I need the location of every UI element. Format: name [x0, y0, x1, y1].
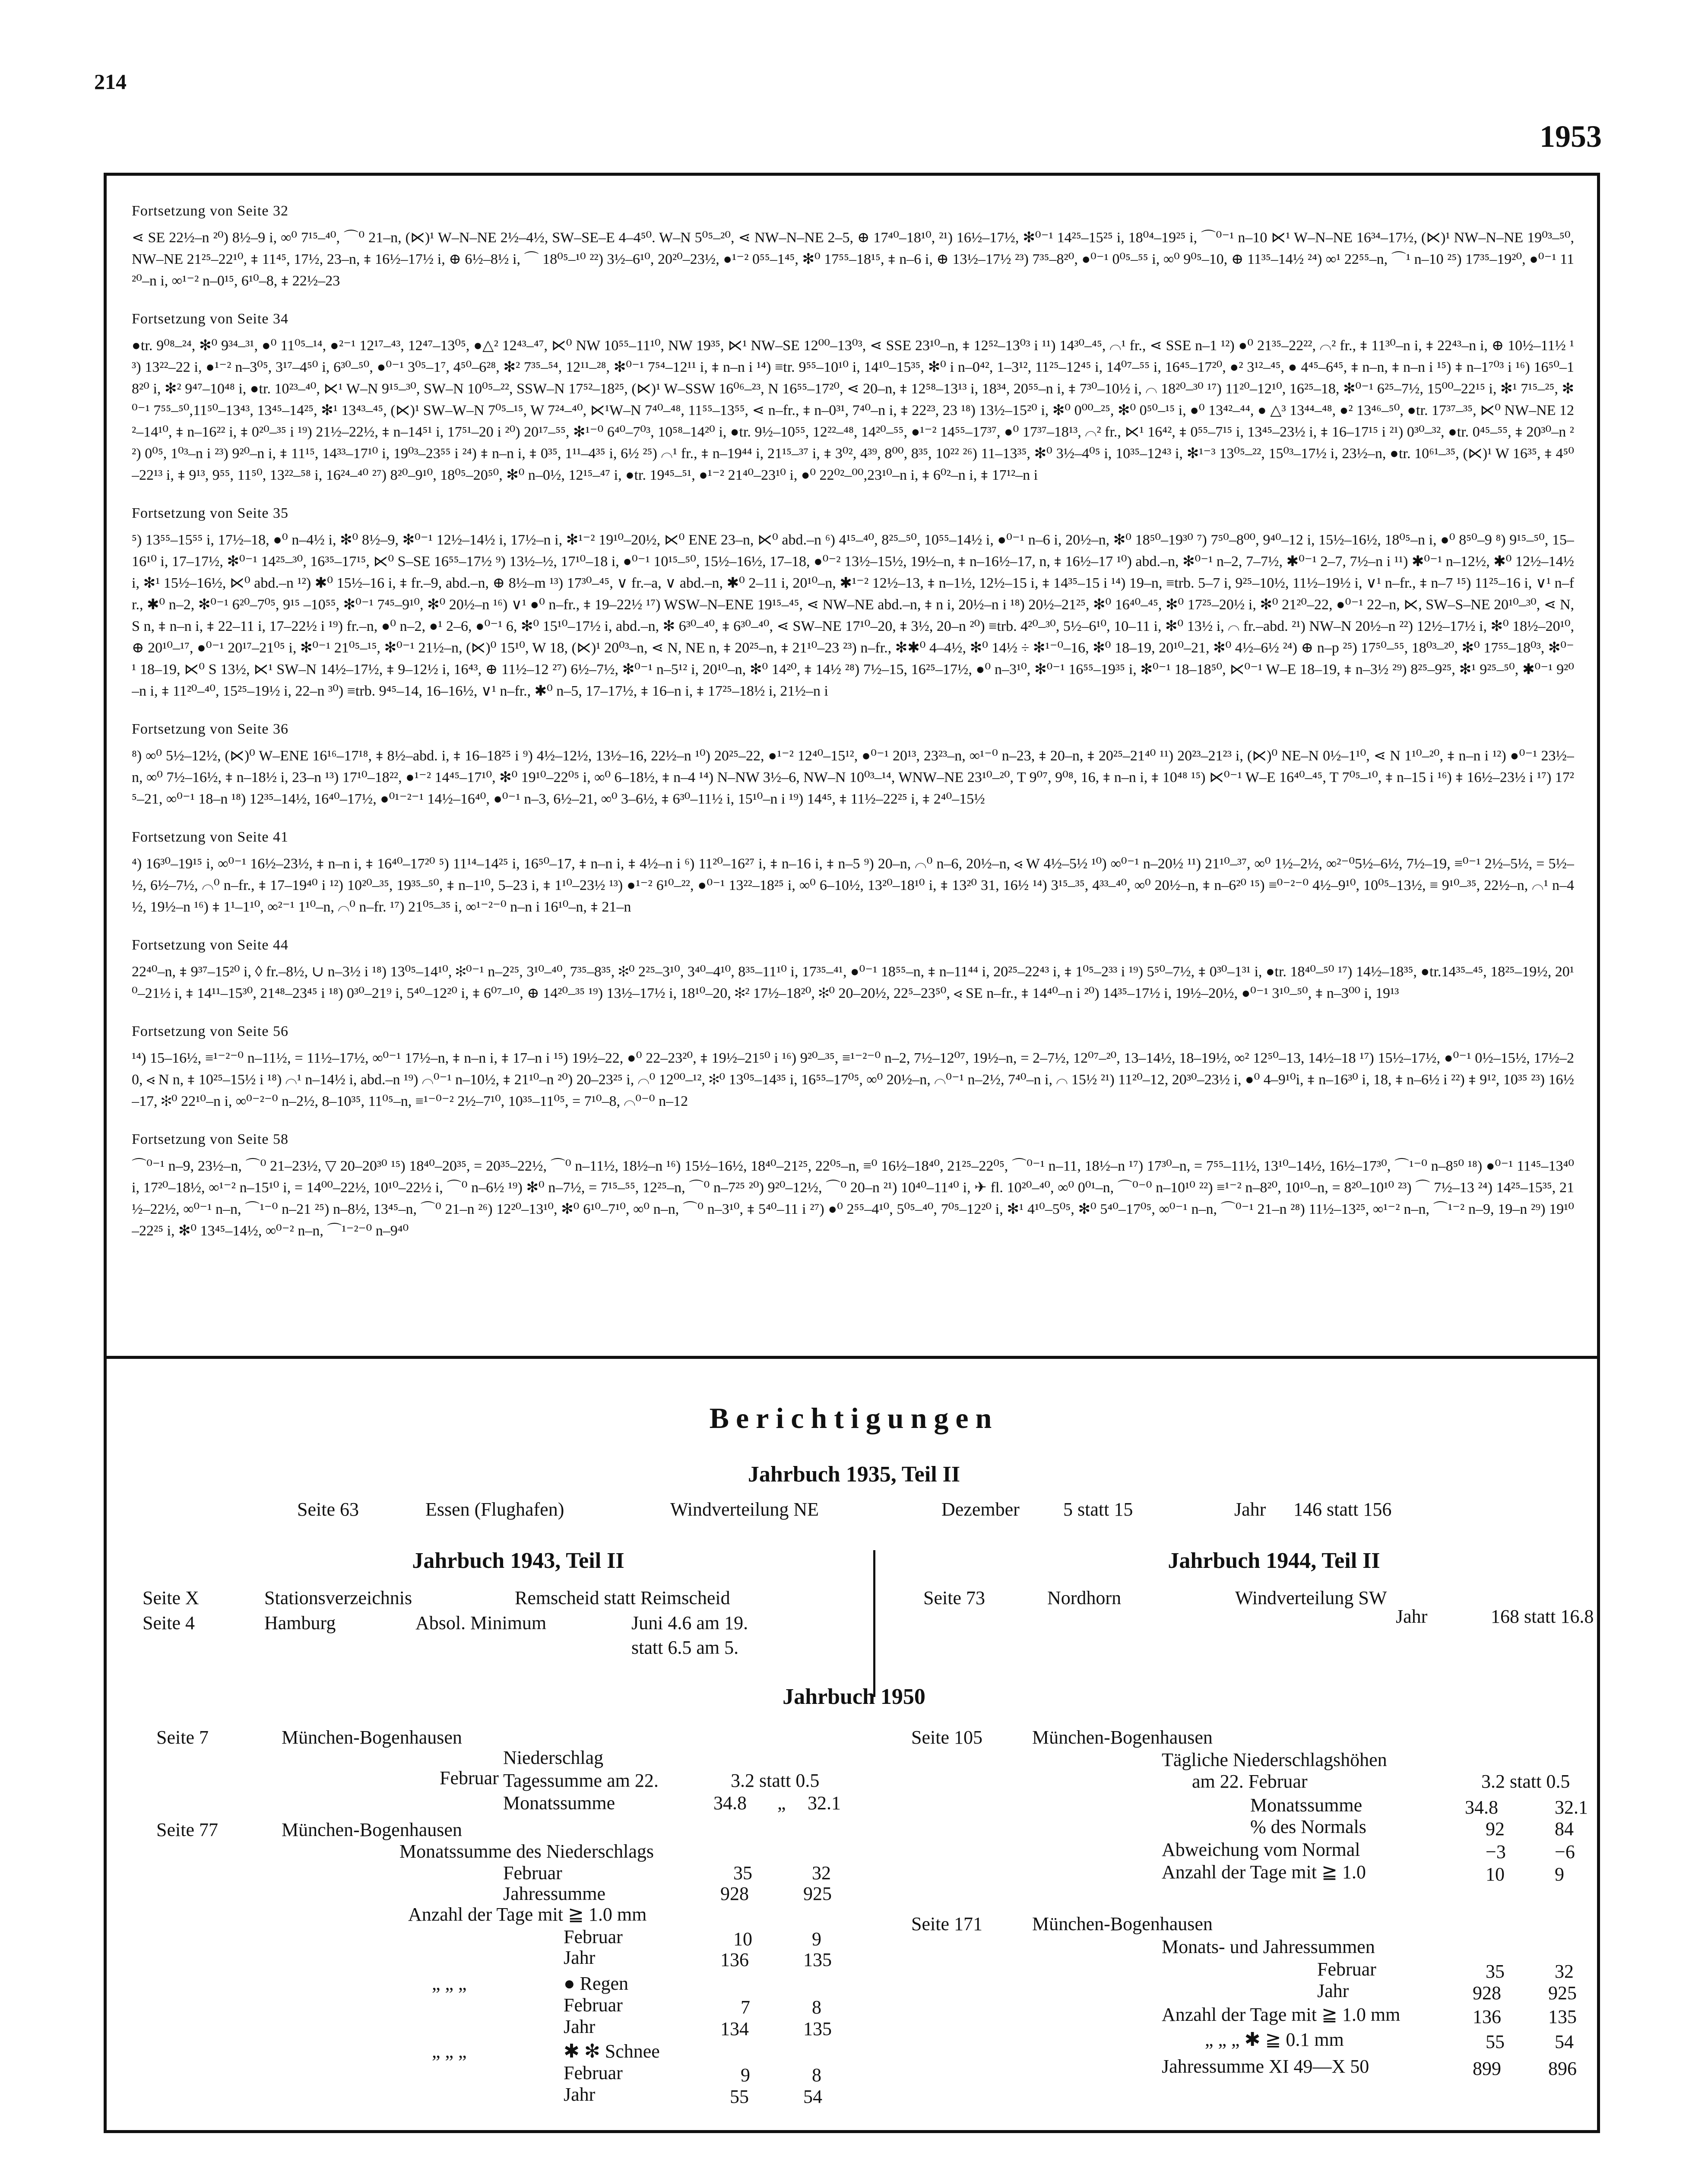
section-heading: Fortsetzung von Seite 58 — [132, 1131, 289, 1147]
section-text: ¹⁴) 15–16½, ≡¹⁻²⁻⁰ n–11½, = 11½–17½, ∞⁰⁻¹ 17½–n, ⧧ n–n i, ⧧ 17–n i ¹⁵) 19½–22, ●⁰ 22–23²⁰, ⧧ 19½–21⁵⁰ i ¹⁶) 9²⁰–³⁵, ≡¹⁻²⁻⁰ n–2, 7½–12⁰⁷, 19½–n, = 2–7½, 12⁰⁷–²⁰, 13–14½, 18–19½, ∞² 12⁵⁰–13, 14½–18 ¹⁷) 15½–17½, ●⁰⁻¹ 0½–15½, 17½–20, ⋖ N n, ⧧ 10²⁵–15½ i ¹⁸) ⌒¹ n–14½ i, abd.–n ¹⁹) ⌒⁰⁻¹ n–10½, ⧧ 21¹⁰–n ²⁰) 20–23²⁵ i, ⌒⁰ 12⁰⁰–¹², ✻⁰ 13⁰⁵–14³⁵ i, 16⁵⁵–17⁰⁵, ∞⁰ 20½–n, ⌒⁰⁻¹ n–2½, 7⁴⁰–n i, ⌒ 15½ ²¹) 11²⁰–12, 20³⁰–23½ i, ●⁰ 4–9¹⁰i, ⧧ n–16³⁰ i, 18, ⧧ n–6½ i ²²) ⧧ 9¹², 10³⁵ ²³) 16½–17, ✻⁰ 22¹⁰–n i, ∞⁰⁻²⁻⁰ n–2½, 8–10³⁵, 11⁰⁵–n, ≡¹⁻⁰⁻² 2½–7¹⁰, 10³⁵–11⁰⁵, = 7¹⁰–8, ⌒⁰⁻⁰ n–12 — [132, 1050, 1574, 1109]
section-text: 22⁴⁰–n, ⧧ 9³⁷–15²⁰ i, ◊ fr.–8½, ∪ n–3½ i ¹⁸) 13⁰⁵–14¹⁰, ✻⁰⁻¹ n–2²⁵, 3¹⁰–⁴⁰, 7³⁵–8³⁵, ✻⁰ 2²⁵–3¹⁰, 3⁴⁰–4¹⁰, 8³⁵–11¹⁰ i, 17³⁵–⁴¹, ●⁰⁻¹ 18⁵⁵–n, ⧧ n–11⁴⁴ i, 20²⁵–22⁴³ i, ⧧ 1⁰⁵–2³³ i ¹⁹) 5⁵⁰–7½, ⧧ 0³⁰–1³¹ i, ●tr. 18⁴⁰–⁵⁰ ¹⁷) 14½–18³⁵, ●tr.14³⁵–⁴⁵, 18²⁵–19½, 20¹⁰–21½ i, ⧧ 14¹¹–15³⁰, 21⁴⁸–23⁴⁵ i ¹⁸) 0³⁰–21⁹ i, 5⁴⁰–12²⁰ i, ⧧ 6⁰⁷–¹⁰, ⊕ 14²⁰–³⁵ ¹⁹) 13½–17½ i, 18¹⁰–20, ✻² 17½–18²⁰, ✻⁰ 20–20½, 22⁵–23⁵⁰, ⋖ SE n–fr., ⧧ 14⁴⁰–n i ²⁰) 14³⁵–17½ i, 19½–20½, ●⁰⁻¹ 3¹⁰–⁵⁰, ⧧ n–3⁰⁰ i, 19¹³ — [132, 964, 1574, 1001]
jb1950-s77-februar-v2: 32 — [812, 1862, 831, 1884]
continuation-notes — [132, 203, 1574, 1343]
jb1950-s77-jahr2: Jahr — [564, 1947, 596, 1968]
section-heading: Fortsetzung von Seite 41 — [132, 829, 289, 845]
continuation-section — [132, 1131, 1574, 1242]
jb1935-corr1: 5 statt 15 — [1063, 1499, 1133, 1520]
page-year: 1953 — [1540, 119, 1602, 154]
jb1935-corr2: 146 statt 156 — [1293, 1499, 1392, 1520]
jb1950-s7-tages-v: 3.2 statt 0.5 — [731, 1770, 820, 1791]
jb1950-s171-anz: Anzahl der Tage mit ≧ 1.0 mm — [1162, 2004, 1401, 2025]
jb1943-r1-b: Remscheid statt Reimscheid — [515, 1587, 730, 1608]
jb1950-s7-monats-v1: 34.8 — [713, 1792, 747, 1814]
jb1950-s171-jahr-v1: 928 — [1473, 1982, 1501, 2004]
jb1950-s105-anz: Anzahl der Tage mit ≧ 1.0 — [1162, 1861, 1366, 1883]
section-heading: Fortsetzung von Seite 56 — [132, 1023, 289, 1039]
jb1950-s105-monats-v2: 32.1 — [1555, 1797, 1588, 1818]
jb1935-jahr: Jahr — [1234, 1499, 1266, 1520]
section-heading: Fortsetzung von Seite 32 — [132, 203, 289, 219]
jb1950-s77-jahr3: Jahr — [564, 2016, 596, 2037]
jb1950-s7-station: München-Bogenhausen — [282, 1727, 462, 1748]
jb1950-s77-jahr4-v1: 55 — [730, 2086, 749, 2107]
section-heading: Fortsetzung von Seite 35 — [132, 505, 289, 521]
jb1950-s171-anz-v1: 136 — [1473, 2006, 1501, 2027]
jb1950-s7-monats-q: „ — [777, 1792, 786, 1814]
jb1950-s105-proz-v1: 92 — [1486, 1818, 1505, 1839]
jb1950-s105-am22-v: 3.2 statt 0.5 — [1481, 1771, 1570, 1792]
jb1950-s77-februar-v1: 35 — [733, 1862, 752, 1884]
jb1950-s105-abw: Abweichung vom Normal — [1162, 1839, 1360, 1860]
jb1950-s77-jahr3-v2: 135 — [803, 2018, 832, 2039]
jb1944-item: Windverteilung SW — [1235, 1587, 1387, 1608]
jb1950-s7-februar: Februar — [440, 1767, 499, 1789]
jb1950-s105-abw-v1: −3 — [1486, 1841, 1506, 1862]
section-text: ⁴) 16³⁰–19¹⁵ i, ∞⁰⁻¹ 16½–23½, ⧧ n–n i, ⧧ 16⁴⁰–17²⁰ ⁵) 11¹⁴–14²⁵ i, 16⁵⁰–17, ⧧ n–n i, ⧧ 4½–n i ⁶) 11²⁰–16²⁷ i, ⧧ n–16 i, ⧧ n–5 ⁹) 20–n, ⌒⁰ n–6, 20½–n, ⋖ W 4½–5½ ¹⁰) ∞⁰⁻¹ n–20½ ¹¹) 21¹⁰–³⁷, ∞⁰ 1½–2½, ∞²⁻⁰5½–6½, 7½–19, ≡⁰⁻¹ 2½–5½, = 5½–½, 6½–7½, ⌒⁰ n–fr., ⧧ 17–19⁴⁰ i ¹²) 10²⁰–³⁵, 19³⁵–⁵⁰, ⧧ n–1¹⁰, 5–23 i, ⧧ 1¹⁰–23½ ¹³) ●¹⁻² 6¹⁰–²², ●⁰⁻¹ 13²²–18²⁵ i, ∞⁰ 6–10½, 13²⁰–18¹⁰ i, ⧧ 13²⁰ 31, 16½ ¹⁴) 3¹⁵–³⁵, 4³³–⁴⁰, ∞⁰ 20½–n, ⧧ n–6²⁰ ¹⁵) ≡⁰⁻²⁻⁰ 4½–9¹⁰, 10⁰⁵–13½, ≡ 9¹⁰–³⁵, 22½–n, ⌒¹ n–4½, 19½–n ¹⁶) ⧧ 1¹–1¹⁰, ∞²⁻¹ 1¹⁰–n, ⌒⁰ n–fr. ¹⁷) 21⁰⁵–³⁵ i, ∞¹⁻²⁻⁰ n–n i 16¹⁰–n, ⧧ 21–n — [132, 856, 1574, 915]
page-number: 214 — [94, 70, 127, 94]
jb1950-s171-js: Jahressumme XI 49—X 50 — [1162, 2056, 1369, 2077]
jb1950-s171-mj: Monats- und Jahressummen — [1162, 1936, 1375, 1957]
jb1935-month: Dezember — [941, 1499, 1020, 1520]
jb1943-title: Jahrbuch 1943, Teil II — [412, 1548, 624, 1573]
jb1950-s77-q2: „ „ „ — [432, 2041, 467, 2062]
jb1950-s105-station: München-Bogenhausen — [1032, 1727, 1213, 1748]
jb1950-s171-js-v1: 899 — [1473, 2058, 1501, 2079]
jb1950-s77-jahr3-v1: 134 — [720, 2018, 749, 2039]
jb1944-seite: Seite 73 — [923, 1587, 985, 1608]
jb1950-s105-monats: Monatssumme — [1250, 1795, 1363, 1816]
section-heading: Fortsetzung von Seite 36 — [132, 721, 289, 737]
jb1950-s77-feb2-v1: 10 — [733, 1928, 752, 1950]
jb1950-s77-feb2-v2: 9 — [812, 1928, 821, 1950]
jb1950-s77-feb4: Februar — [564, 2062, 623, 2083]
jb1950-s171-jahr: Jahr — [1317, 1980, 1349, 2001]
jb1950-s105: Seite 105 — [911, 1727, 982, 1748]
jb1950-s171-station: München-Bogenhausen — [1032, 1913, 1213, 1934]
jb1950-s105-proz-v2: 84 — [1555, 1818, 1574, 1839]
column-divider — [873, 1550, 875, 1697]
continuation-section — [132, 829, 1574, 918]
jb1950-s77-jahres-v2: 925 — [803, 1883, 832, 1904]
jb1950-s77-q1: „ „ „ — [432, 1973, 467, 1994]
jb1950-s7-niederschlag: Niederschlag — [503, 1747, 604, 1768]
jb1950-s7-tages: Tagessumme am 22. — [503, 1770, 659, 1791]
jb1950-s77-jahr2-v2: 135 — [803, 1949, 832, 1970]
jb1935-seite: Seite 63 — [297, 1499, 359, 1520]
jb1950-s105-proz: % des Normals — [1250, 1816, 1366, 1837]
jb1950-s171-anz-v2: 135 — [1548, 2006, 1577, 2027]
jb1950-s77-monats: Monatssumme des Niederschlags — [399, 1841, 654, 1862]
jb1950-s77-station: München-Bogenhausen — [282, 1819, 462, 1840]
jb1950-s105-taegl: Tägliche Niederschlagshöhen — [1162, 1749, 1387, 1770]
jb1950-s105-abw-v2: −6 — [1555, 1841, 1575, 1862]
jb1950-s171-q-v1: 55 — [1486, 2031, 1505, 2052]
jb1943-r2-c: Juni 4.6 am 19. — [631, 1612, 748, 1633]
jb1943-r2-b: Absol. Minimum — [415, 1612, 547, 1633]
jb1950-s171: Seite 171 — [911, 1913, 982, 1934]
jb1950-s105-am22: am 22. Februar — [1192, 1771, 1308, 1792]
jb1950-s7-monats-v2: 32.1 — [808, 1792, 841, 1814]
jb1950-s77-februar: Februar — [503, 1862, 562, 1884]
continuation-section — [132, 505, 1574, 702]
jb1950-s77-jahres-v1: 928 — [720, 1883, 749, 1904]
section-text: ⌒⁰⁻¹ n–9, 23½–n, ⌒⁰ 21–23½, ▽ 20–20³⁰ ¹⁵) 18⁴⁰–20³⁵, = 20³⁵–22½, ⌒⁰ n–11½, 18½–n ¹⁶) 15½–16½, 18⁴⁰–21²⁵, 22⁰⁵–n, ≡⁰ 16½–18⁴⁰, 21²⁵–22⁰⁵, ⌒⁰⁻¹ n–11, 18½–n ¹⁷) 17³⁰–n, = 7⁵⁵–11½, 13¹⁰–14½, 16½–17³⁰, ⌒¹⁻⁰ n–8⁵⁰ ¹⁸) ●⁰⁻¹ 11⁴⁵–13⁴⁰ i, 17²⁰–18½, ∞¹⁻² n–15¹⁰ i, = 14⁰⁰–22½, 10¹⁰–22½ i, ⌒⁰ n–6½ ¹⁹) ✻⁰ n–7½, = 7¹⁵–⁵⁵, 12²⁵–n, ⌒⁰ n–7²⁵ ²⁰) 9²⁰–12½, ⌒⁰ 20–n ²¹) 10⁴⁰–11⁴⁰ i, ✈ fl. 10²⁰–⁴⁰, ∞⁰ 0⁰¹–n, ⌒⁰⁻⁰ n–10¹⁰ ²²) ≡¹⁻² n–8²⁰, 10¹⁰–n, = 8²⁰–10¹⁰ ²³) ⌒ 7½–13 ²⁴) 14²⁵–15³⁵, 21½–22½, ∞⁰⁻¹ n–n, ⌒¹⁻⁰ n–21 ²⁵) n–8½, 13⁴⁵–n, ⌒⁰ 21–n ²⁶) 12²⁰–13¹⁰, ✻⁰ 6¹⁰–7¹⁰, ∞⁰ n–n, ⌒⁰ n–3¹⁰, ⧧ 5⁴⁰–11 i ²⁷) ●⁰ 2⁵⁵–4¹⁰, 5⁰⁵–⁴⁰, 7⁰⁵–12²⁰ i, ✻¹ 4¹⁰–5⁰⁵, ✻⁰ 5⁴⁰–17⁰⁵, ∞⁰⁻¹ n–n, ⌒⁰⁻¹ 21–n ²⁸) 11½–13²⁵, ∞¹⁻² n–n, ⌒¹⁻² n–9, 19–n ²⁹) 19¹⁰–22²⁵ i, ✻⁰ 13⁴⁵–14½, ∞⁰⁻² n–n, ⌒¹⁻²⁻⁰ n–9⁴⁰ — [132, 1158, 1574, 1239]
jb1935-station: Essen (Flughafen) — [425, 1499, 564, 1520]
jb1943-r2-seite: Seite 4 — [143, 1612, 195, 1633]
continuation-section — [132, 203, 1574, 292]
jb1950-s77: Seite 77 — [156, 1819, 218, 1840]
jb1950-s77-regen: ● Regen — [564, 1973, 628, 1994]
continuation-section — [132, 721, 1574, 810]
section-text: ⁸) ∞⁰ 5½–12½, (⋉)⁰ W–ENE 16¹⁶–17¹⁸, ⧧ 8½–abd. i, ⧧ 16–18²⁵ i ⁹) 4½–12½, 13½–16, 22½–n ¹⁰) 20²⁵–22, ●¹⁻² 12⁴⁰–15¹², ●⁰⁻¹ 20¹³, 23²³–n, ∞¹⁻⁰ n–23, ⧧ 20–n, ⧧ 20²⁵–21⁴⁰ ¹¹) 20²³–21²³ i, (⋉)⁰ NE–N 0½–1¹⁰, ⋖ N 1¹⁰–²⁰, ⧧ n–n i ¹²) ●⁰⁻¹ 23½–n, ∞⁰ 7½–16½, ⧧ n–18½ i, 23–n ¹³) 17¹⁰–18²², ●¹⁻² 14⁴⁵–17¹⁰, ✻⁰ 19¹⁰–22⁰⁵ i, ∞⁰ 6–18½, ⧧ n–4 ¹⁴) N–NW 3½–6, NW–N 10⁰³–¹⁴, WNW–NE 23¹⁰–²⁰, T 9⁰⁷, 9⁰⁸, 16, ⧧ n–n i, ⧧ 10⁴⁸ ¹⁵) ⋉⁰⁻¹ W–E 16⁴⁰–⁴⁵, T 7⁰⁵–¹⁰, ⧧ n–15 i ¹⁶) ⧧ 16½–23½ i ¹⁷) 17²⁵–21, ∞⁰⁻¹ 18–n ¹⁸) 12³⁵–14½, 16⁴⁰–17½, ●⁰¹⁻²⁻¹ 14½–16⁴⁰, ●⁰⁻¹ n–3, 6½–21, ∞⁰ 3–6½, ⧧ 6³⁰–11½ i, 15¹⁰–n i ¹⁹) 14⁴⁵, ⧧ 11½–22²⁵ i, ⧧ 2⁴⁰–15½ — [132, 748, 1574, 807]
jb1944-station: Nordhorn — [1047, 1587, 1122, 1608]
jb1950-s77-feb3-v1: 7 — [741, 1997, 750, 2018]
jb1950-s77-feb2: Februar — [564, 1926, 623, 1947]
jb1950-s77-jahr4-v2: 54 — [803, 2086, 822, 2107]
jb1943-r2-d: statt 6.5 am 5. — [631, 1637, 739, 1658]
jb1943-r2-a: Hamburg — [264, 1612, 336, 1633]
jb1950-s77-jahr2-v1: 136 — [720, 1949, 749, 1970]
jb1944-title: Jahrbuch 1944, Teil II — [1168, 1548, 1380, 1573]
jb1950-s105-monats-v1: 34.8 — [1465, 1797, 1498, 1818]
jb1950-s77-feb4-v2: 8 — [812, 2064, 821, 2086]
jb1950-s171-feb-v1: 35 — [1486, 1961, 1505, 1982]
jb1950-s77-jahres: Jahressumme — [503, 1883, 606, 1904]
jb1950-s105-anz-v1: 10 — [1486, 1864, 1505, 1885]
jb1944-jahr: Jahr — [1396, 1606, 1428, 1627]
jb1950-s171-jahr-v2: 925 — [1548, 1982, 1577, 2004]
section-heading: Fortsetzung von Seite 34 — [132, 311, 289, 327]
jb1935-title: Jahrbuch 1935, Teil II — [748, 1462, 960, 1487]
jb1950-s171-q-v2: 54 — [1555, 2031, 1574, 2052]
jb1950-s171-q: „ „ „ ✱ ≧ 0.1 mm — [1205, 2029, 1344, 2050]
section-text: ●tr. 9⁰⁸–²⁴, ✻⁰ 9³⁴–³¹, ●⁰ 11⁰⁵–¹⁴, ●²⁻¹ 12¹⁷–⁴³, 12⁴⁷–13⁰⁵, ●△² 12⁴³–⁴⁷, ⋉⁰ NW 10⁵⁵–11¹⁰, NW 19³⁵, ⋉¹ NW–SE 12⁰⁰–13⁰³, ⋖ SSE 23¹⁰–n, ⧧ 12⁵²–13⁰³ i ¹¹) 14³⁰–⁴⁵, ⌒¹ fr., ⋖ SSE n–1 ¹²) ●⁰ 21³⁵–22²², ⌒² fr., ⧧ 11³⁰–n i, ⧧ 22⁴³–n i, ⊕ 10½–11½ ¹³) 13²²–22 i, ●¹⁻² n–3⁰⁵, 3¹⁷–4⁵⁰ i, 6³⁰–⁵⁰, ●⁰⁻¹ 3⁰⁵–1⁷, 4⁵⁰–6²⁸, ✻² 7³⁵–⁵⁴, 12¹¹–²⁸, ✻⁰⁻¹ 7⁵⁴–12¹¹ i, ⧧ n–n i ¹⁴) ≡tr. 9⁵⁵–10¹⁰ i, 14¹⁰–15³⁵, ✻⁰ i n–0⁴², 1–3¹², 11²⁵–12⁴⁵ i, 14⁰⁷–⁵⁵ i, 16⁴⁵–17²⁰, ●² 3¹²–⁴⁵, ● 4⁴⁵–6⁴⁵, ⧧ n–n, ⧧ n–n i ¹⁵) ⧧ n–1⁷⁰³ i ¹⁶) 16⁵⁰–18²⁰ i, ✻² 9⁴⁷–10⁴⁸ i, ●tr. 10²³–⁴⁰, ⋉¹ W–N 9¹⁵–³⁰, SW–N 10⁰⁵–²², SSW–N 17⁵²–18²⁵, (⋉)¹ W–SSW 16⁰⁶–²³, N 16⁵⁵–17²⁰, ⋖ 20–n, ⧧ 12⁵⁸–13¹³ i, 18³⁴, 20⁵⁵–n i, ⧧ 7³⁰–10½ i, ⌒ 18²⁰–³⁰ ¹⁷) 11²⁰–12¹⁰, 16²⁵–18, ✻⁰⁻¹ 6²⁵–7½, 15⁰⁰–22¹⁵ i, ✻¹ 7¹⁵–²⁵, ✻⁰⁻¹ 7⁵⁵–⁵⁰,11⁵⁰–13⁴³, 13⁴⁵–14²⁵, ✻¹ 13⁴³–⁴⁵, (⋉)¹ SW–W–N 7⁰⁵–¹⁵, W 7²⁴–⁴⁰, ⋉¹W–N 7⁴⁰–⁴⁸, 11⁵⁵–13⁵⁵, ⋖ n–fr., ⧧ n–0³¹, 7⁴⁰–n i, ⧧ 22²³, 23 ¹⁸) 13½–15²⁰ i, ✻⁰ 0⁰⁰–²⁵, ✻⁰ 0⁵⁰–¹⁵ i, ●⁰ 13⁴²–⁴⁴, ● △³ 13⁴⁴–⁴⁸, ●² 13⁴⁶–⁵⁰, ●tr. 17³⁷–³⁵, ⋉⁰ NW–NE 12²–14¹⁰, ⧧ n–16²² i, ⧧ 0²⁰–³⁵ i ¹⁹) 21½–22½, ⧧ n–14⁵¹ i, 17⁵¹–20 i ²⁰) 20¹⁷–⁵⁵, ✻¹⁻⁰ 6⁴⁰–7⁰³, 10⁵⁸–14²⁰ i, ●tr. 9½–10⁵⁵, 12²²–⁴⁸, 14²⁰–⁵⁵, ●¹⁻² 14⁵⁵–17³⁷, ●⁰ 17³⁷–18¹³, ⌒² fr., ⋉¹ 16⁴², ⧧ 0⁵⁵–7¹⁵ i, 13⁴⁵–23½ i, ⧧ 16–17¹⁵ i ²¹) 0³⁰–³², ●tr. 0⁴⁵–⁵⁵, ⧧ 20³⁰–n ²²) 0⁰⁵, 1⁰³–n i ²³) 9²⁰–n i, ⧧ 11¹⁵, 14³³–17¹⁰ i, 19⁰³–23⁵⁵ i ²⁴) ⧧ n–n i, ⧧ 0³⁵, 1¹¹–4³⁵ i, 6½ ²⁵) ⌒¹ fr., ⧧ n–19⁴⁴ i, 21¹⁵–³⁷ i, ⧧ 3⁰², 4³⁹, 8⁰⁰, 8³⁵, 10²² ²⁶) 11–13³⁵, ✻⁰ 3½–4⁰⁵ i, 10³⁵–12⁴³ i, ✻¹⁻³ 13⁰⁵–²², 15⁰³–17½ i, 23½–n, ●tr. 10⁶¹–³⁵, (⋉)¹ W 16³⁵, ⧧ 4⁵⁰–22¹³ i, ⧧ 9¹³, 9⁵⁵, 11⁵⁰, 13²²–⁵⁸ i, 16²⁴–⁴⁰ ²⁷) 8²⁰–9¹⁰, 18⁰⁵–20⁵⁰, ✻⁰ n–0½, 12¹⁵–⁴⁷ i, ●tr. 19⁴⁵–⁵¹, ●¹⁻² 21⁴⁰–23¹⁰ i, ●⁰ 22⁰²–⁰⁰,23¹⁰–n i, ⧧ 6⁰²–n i, ⧧ 17¹²–n i — [132, 338, 1574, 483]
jb1950-s171-js-v2: 896 — [1548, 2058, 1577, 2079]
jb1950-s77-feb3: Februar — [564, 1994, 623, 2016]
jb1944-corr: 168 statt 16.8 — [1491, 1606, 1594, 1627]
section-text: ⁵) 13⁵⁵–15⁵⁵ i, 17½–18, ●⁰ n–4½ i, ✻⁰ 8½–9, ✻⁰⁻¹ 12½–14½ i, 17½–n i, ✻¹⁻² 19¹⁰–20½, ⋉⁰ ENE 23–n, ⋉⁰ abd.–n ⁶) 4¹⁵–⁴⁰, 8²⁵–⁵⁰, 10⁵⁵–14½ i, ●⁰⁻¹ n–6 i, 20½–n, ✻⁰ 18⁵⁰–19³⁰ ⁷) 7⁵⁰–8⁰⁰, 9⁴⁰–12 i, 15½–16½, 18⁰⁵–n i, ●⁰ 8⁵⁰–9 ⁸) 9¹⁵–⁵⁰, 15–16¹⁰ i, 17–17½, ✻⁰⁻¹ 14²⁵–³⁰, 16³⁵–17¹⁵, ⋉⁰ S–SE 16⁵⁵–17½ ⁹) 13½–½, 17¹⁰–18 i, ●⁰⁻¹ 10¹⁵–⁵⁰, 15½–16½, 17–18, ●⁰⁻² 13½–15½, 19½–n, ⧧ n–16½–17, n, ⧧ 16½–17 ¹⁰) abd.–n, ✻⁰⁻¹ n–2, 7–7½, ✱⁰⁻¹ 2–7, 7½–n i ¹¹) ✱⁰⁻¹ n–12½, ✱⁰ 12½–14½ i, ✻¹ 15½–16½, ⋉⁰ abd.–n ¹²) ✱⁰ 15½–16 i, ⧧ fr.–9, abd.–n, ⊕ 8½–m ¹³) 17³⁰–⁴⁵, ∨ fr.–a, ∨ abd.–n, ✱⁰ 2–11 i, 20¹⁰–n, ✱¹⁻² 12½–13, ⧧ n–1½, 12½–15 i, ⧧ 14³⁵–15 i ¹⁴) 19–n, ≡trb. 5–7 i, 9²⁵–10½, 11½–19½ i, ∨¹ n–fr., ⧧ n–7 ¹⁵) 11²⁵–16 i, ∨¹ n–fr., ✱⁰ n–2, ✻⁰⁻¹ 6²⁰–7⁰⁵, 9¹⁵ –10⁵⁵, ✻⁰⁻¹ 7⁴⁵–9¹⁰, ✻⁰ 20½–n ¹⁶) ∨¹ ●⁰ n–fr., ⧧ 19–22½ ¹⁷) WSW–N–ENE 19¹⁵–⁴⁵, ⋖ NW–NE abd.–n, ⧧ n i, 20½–n i ¹⁸) 20½–21²⁵, ✻⁰ 16⁴⁰–⁴⁵, ✻⁰ 17²⁵–20½ i, ✻⁰ 21²⁰–22, ●⁰⁻¹ 22–n, ⋉, SW–S–NE 20¹⁰–³⁰, ⋖ N, S n, ⧧ n–n i, ⧧ 22–11 i, 17–22½ i ¹⁹) fr.–n, ●⁰ n–2, ●¹ 2–6, ●⁰⁻¹ 6, ✻⁰ 15¹⁰–17½ i, abd.–n, ✻ 6³⁰–⁴⁰, ⧧ 6³⁰–⁴⁰, ⋖ SW–NE 17¹⁰–20, ⧧ 3½, 20–n ²⁰) ≡trb. 4²⁰–³⁰, 5½–6¹⁰, 10–11 i, ✻⁰ 13½ i, ⌒ fr.–abd. ²¹) NW–N 20½–n ²²) 12½–17½ i, ✻⁰ 18½–20¹⁰, ⊕ 20¹⁰–¹⁷, ●⁰⁻¹ 20¹⁷–21⁰⁵ i, ✻⁰⁻¹ 21⁰⁵–¹⁵, ✻⁰⁻¹ 21½–n, (⋉)⁰ 15¹⁰, W 18, (⋉)¹ 20⁰³–n, ⋖ N, NE n, ⧧ 20²⁵–n, ⧧ 21¹⁰–23 ²³) n–fr., ✻✱⁰ 4–4½, ✻⁰ 14½ ÷ ✻¹⁻⁰–16, ✻⁰ 18–19, 20¹⁰–21, ✻⁰ 4½–6½ ²⁴) ⊕ n–p ²⁵) 17⁵⁰–⁵⁵, 18⁰³–²⁰, ✻⁰ 17⁵⁵–18⁰³, ✻⁰⁻¹ 18–19, ⋉⁰ S 13½, ⋉¹ SW–N 14½–17½, ⧧ 9–12½ i, 16⁴³, ⊕ 11½–12 ²⁷) 6½–7½, ✻⁰⁻¹ n–5¹² i, 20¹⁰–n, ✻⁰ 14²⁰, ⧧ 14½ ²⁸) 7½–15, 16²⁵–17½, ●⁰ n–3¹⁰, ✻⁰⁻¹ 16⁵⁵–19³⁵ i, ✻⁰⁻¹ 18–18⁵⁰, ⋉⁰⁻¹ W–E 18–19, ⧧ n–3½ ²⁹) 8²⁵–9²⁵, ✻¹ 9²⁵–⁵⁰, ✱⁰⁻¹ 9²⁰–n i, ⧧ 11²⁰–⁴⁰, 15²⁵–19½ i, 22–n ³⁰) ≡trb. 9⁴⁵–14, 16–16½, ∨¹ n–fr., ✱⁰ n–5, 17–17½, ⧧ 16–n i, ⧧ 17²⁵–18½ i, 21½–n i — [132, 532, 1574, 699]
jb1950-title: Jahrbuch 1950 — [783, 1684, 925, 1709]
jb1943-r1-a: Stationsverzeichnis — [264, 1587, 412, 1608]
jb1950-s77-feb4-v1: 9 — [741, 2064, 750, 2086]
continuation-section — [132, 937, 1574, 1004]
continuation-section — [132, 1023, 1574, 1112]
jb1950-s171-feb: Februar — [1317, 1959, 1376, 1980]
jb1943-r1-seite: Seite X — [143, 1587, 199, 1608]
jb1950-s77-schnee: ✱ ✻ Schnee — [564, 2041, 660, 2062]
berichtigungen-title: Berichtigungen — [709, 1402, 999, 1434]
jb1950-s105-anz-v2: 9 — [1555, 1864, 1564, 1885]
continuation-section — [132, 311, 1574, 486]
jb1950-s7-monats: Monatssumme — [503, 1792, 615, 1814]
jb1935-item: Windverteilung NE — [670, 1499, 819, 1520]
jb1950-s77-jahr4: Jahr — [564, 2084, 596, 2105]
section-text: ⋖ SE 22½–n ²⁰) 8½–9 i, ∞⁰ 7¹⁵–⁴⁰, ⌒⁰ 21–n, (⋉)¹ W–N–NE 2½–4½, SW–SE–E 4–4⁵⁰. W–N 5⁰⁵–²⁰, ⋖ NW–N–NE 2–5, ⊕ 17⁴⁰–18¹⁰, ²¹) 16½–17½, ✻⁰⁻¹ 14²⁵–15²⁵ i, 18⁰⁴–19²⁵ i, ⌒⁰⁻¹ n–10 ⋉¹ W–N–NE 16³⁴–17½, (⋉)¹ NW–N–NE 19⁰³–⁵⁰, NW–NE 21²⁵–22¹⁰, ⧧ 11⁴⁵, 17½, 23–n, ⧧ 16½–17½ i, ⊕ 6½–8½ i, ⌒ 18⁰⁵–¹⁰ ²²) 3½–6¹⁰, 20²⁰–23½, ●¹⁻² 0⁵⁵–1⁴⁵, ✻⁰ 17⁵⁵–18¹⁵, ⧧ n–6 i, ⊕ 13½–17½ ²³) 7³⁵–8²⁰, ●⁰⁻¹ 0⁰⁵–⁵⁵ i, ∞⁰ 9⁰⁵–10, ⊕ 11³⁵–14½ ²⁴) ∞¹ 22⁵⁵–n, ⌒¹ n–10 ²⁵) 17³⁵–19²⁰, ●⁰⁻¹ 11²⁰–n i, ∞¹⁻² n–0¹⁵, 6¹⁰–8, ⧧ 22½–23 — [132, 230, 1574, 289]
section-heading: Fortsetzung von Seite 44 — [132, 937, 289, 953]
jb1950-s77-anzahl: Anzahl der Tage mit ≧ 1.0 mm — [408, 1904, 647, 1925]
jb1950-s77-feb3-v2: 8 — [812, 1997, 821, 2018]
jb1950-s7: Seite 7 — [156, 1727, 209, 1748]
section-divider — [107, 1356, 1597, 1359]
jb1950-s171-feb-v2: 32 — [1555, 1961, 1574, 1982]
